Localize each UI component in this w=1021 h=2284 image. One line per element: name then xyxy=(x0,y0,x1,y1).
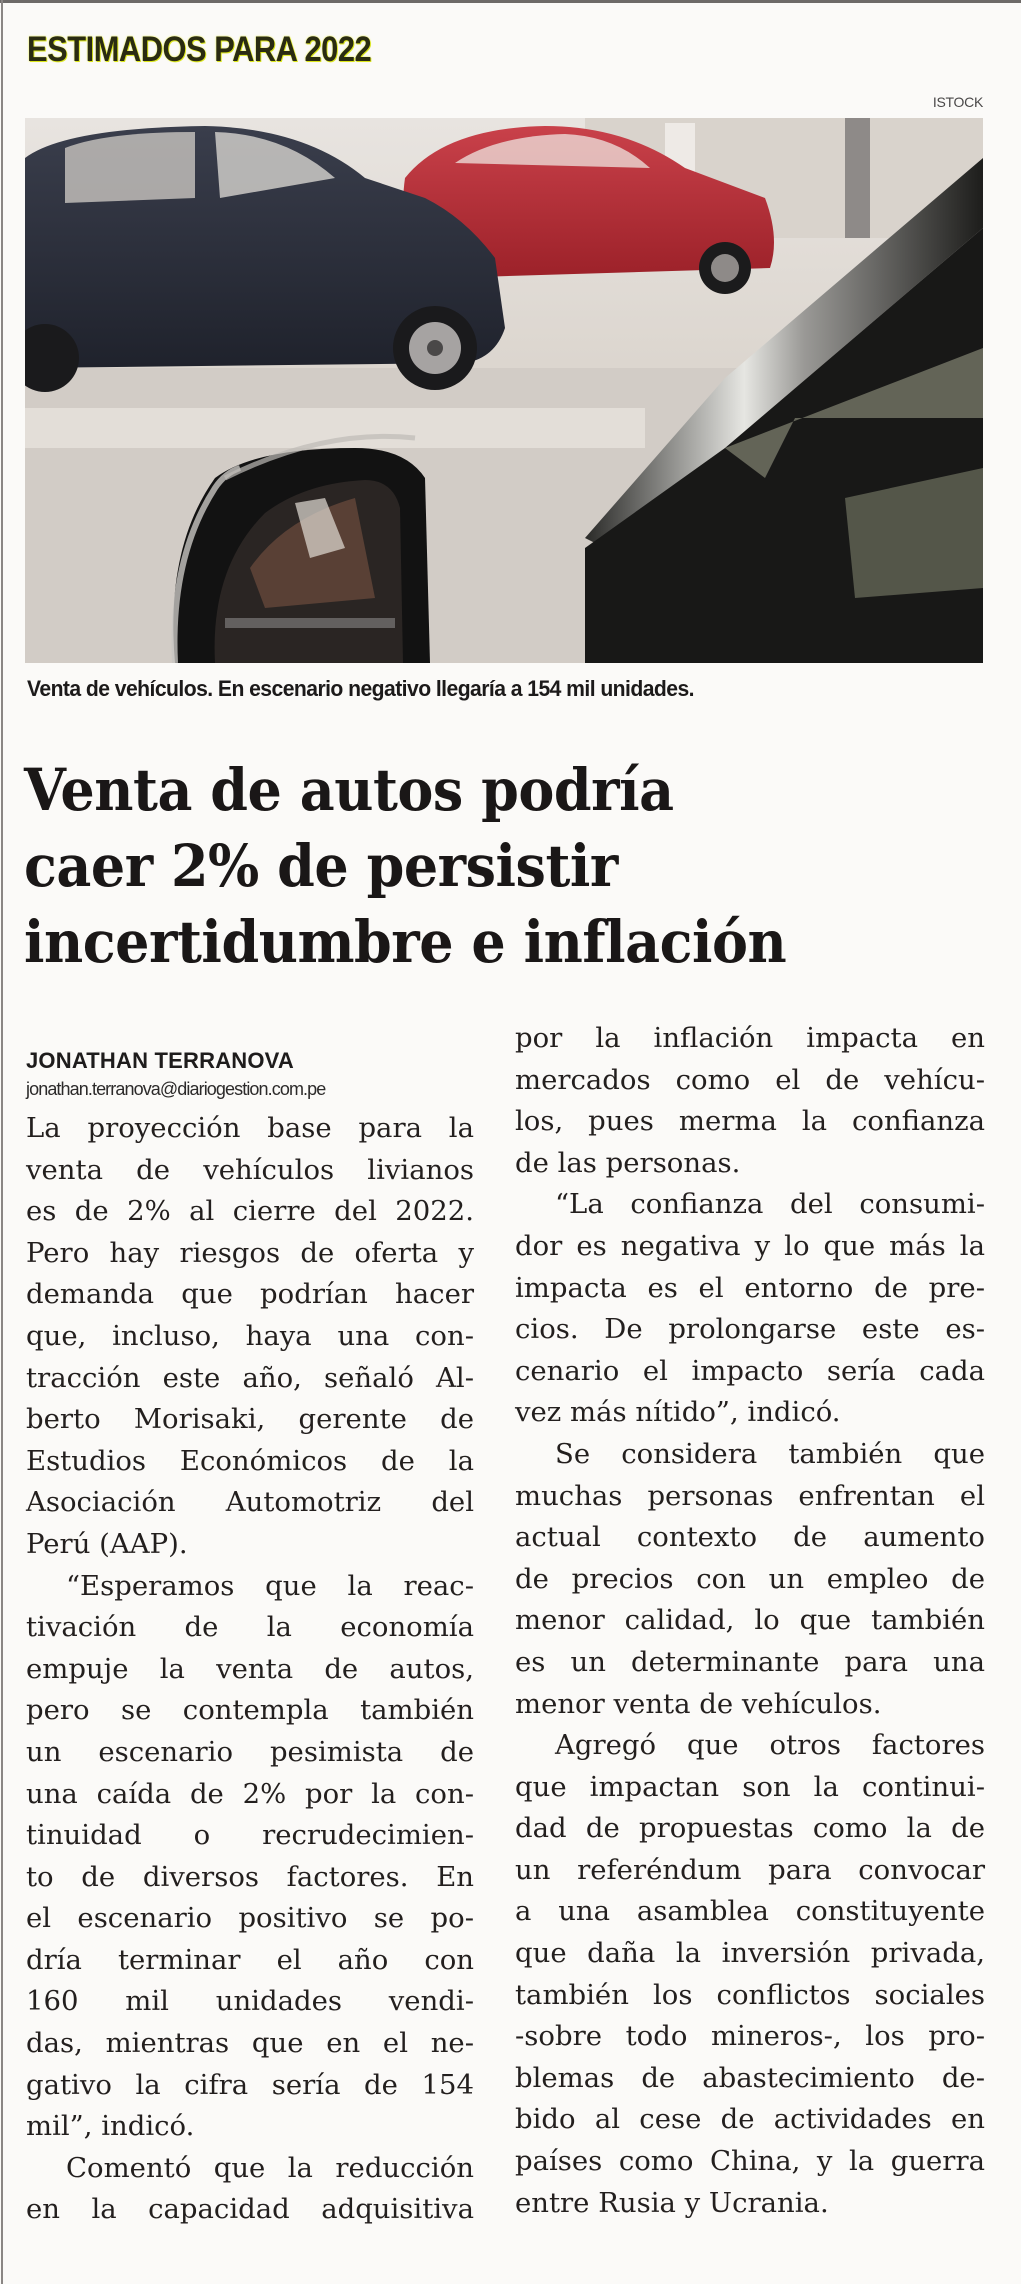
body-line: actual contexto de aumento xyxy=(515,1521,985,1554)
body-line: Se considera también que xyxy=(555,1437,985,1470)
top-rule xyxy=(0,0,1021,3)
left-rule xyxy=(1,0,3,2284)
photo-credit: ISTOCK xyxy=(932,94,983,110)
body-line: tinuidad o recrudecimien- xyxy=(26,1819,474,1852)
body-line: bido al cese de actividades en xyxy=(515,2103,985,2136)
body-line: Pero hay riesgos de oferta y xyxy=(26,1236,474,1269)
body-line: también los conflictos sociales xyxy=(515,1978,985,2011)
body-line: por la inflación impacta en xyxy=(515,1022,985,1054)
photo-caption: Venta de vehículos. En escenario negativo llegaría a 154 mil unidades. xyxy=(27,676,694,701)
body-line: de las personas. xyxy=(515,1146,741,1179)
body-line: -sobre todo mineros-, los pro- xyxy=(515,2020,985,2053)
body-line: es de 2% al cierre del 2022. xyxy=(26,1195,474,1228)
body-line: “Esperamos que la reac- xyxy=(66,1569,474,1602)
section-kicker: ESTIMADOS PARA 2022 xyxy=(27,30,372,69)
article-column-left xyxy=(26,1046,474,2231)
body-line: demanda que podrían hacer xyxy=(26,1278,474,1311)
headline xyxy=(24,752,1004,980)
body-line: el escenario positivo se po- xyxy=(26,1902,474,1935)
body-line: Perú (AAP). xyxy=(26,1527,188,1560)
body-line: das, mientras que en el ne- xyxy=(26,2027,474,2060)
body-line: entre Rusia y Ucrania. xyxy=(515,2186,829,2219)
body-line: a una asamblea constituyente xyxy=(515,1895,985,1928)
body-line: pero se contempla también xyxy=(26,1694,474,1727)
body-line: de precios con un empleo de xyxy=(515,1562,985,1595)
body-line: menor venta de vehículos. xyxy=(515,1687,882,1720)
body-line: muchas personas enfrentan el xyxy=(515,1479,985,1512)
body-line: 160 mil unidades vendi- xyxy=(26,1985,474,2018)
body-line: dría terminar el año con xyxy=(26,1943,474,1976)
body-line: Comentó que la reducción xyxy=(66,2151,474,2184)
body-line: menor calidad, lo que también xyxy=(515,1604,985,1637)
body-line: una caída de 2% por la con- xyxy=(26,1777,474,1810)
body-line: blemas de abastecimiento de- xyxy=(515,2061,985,2094)
body-line: Estudios Económicos de la xyxy=(26,1444,474,1477)
body-line: Asociación Automotriz del xyxy=(26,1486,474,1519)
body-line: cios. De prolongarse este es- xyxy=(515,1313,985,1346)
car-showroom-illustration xyxy=(25,118,983,663)
headline-line: Venta de autos podría xyxy=(24,756,674,824)
body-line: vez más nítido”, indicó. xyxy=(515,1396,841,1429)
headline-line: incertidumbre e inflación xyxy=(24,908,787,976)
author-name: JONATHAN TERRANOVA xyxy=(26,1048,295,1073)
body-line: tracción este año, señaló Al- xyxy=(26,1361,474,1394)
body-line: cenario el impacto sería cada xyxy=(515,1354,985,1387)
body-line: que daña la inversión privada, xyxy=(515,1937,985,1970)
body-line: La proyección base para la xyxy=(26,1112,474,1144)
body-line: mil”, indicó. xyxy=(26,2110,195,2143)
body-line: en la capacidad adquisitiva xyxy=(26,2193,474,2226)
body-line: Agregó que otros factores xyxy=(555,1729,985,1762)
author-email[interactable]: jonathan.terranova@diariogestion.com.pe xyxy=(26,1079,326,1099)
body-line: un escenario pesimista de xyxy=(26,1735,474,1768)
body-line: venta de vehículos livianos xyxy=(26,1153,474,1186)
body-line: dor es negativa y lo que más la xyxy=(515,1229,985,1262)
body-line: tivación de la economía xyxy=(26,1611,474,1644)
body-line: un referéndum para convocar xyxy=(515,1853,985,1886)
body-line: empuje la venta de autos, xyxy=(26,1652,474,1685)
body-line: que, incluso, haya una con- xyxy=(26,1319,474,1352)
body-line: to de diversos factores. En xyxy=(26,1860,474,1893)
body-line: los, pues merma la confianza xyxy=(515,1105,985,1138)
body-line: berto Morisaki, gerente de xyxy=(26,1403,474,1436)
body-line: dad de propuestas como la de xyxy=(515,1812,985,1845)
body-line: es un determinante para una xyxy=(515,1645,985,1678)
body-line: países como China, y la guerra xyxy=(515,2145,985,2178)
body-line: gativo la cifra sería de 154 xyxy=(26,2068,474,2101)
body-line: “La confianza del consumi- xyxy=(555,1188,985,1221)
body-line: que impactan son la continui- xyxy=(515,1770,985,1803)
article-column-right xyxy=(515,1018,985,2224)
body-line: mercados como el de vehícu- xyxy=(515,1063,985,1096)
headline-line: caer 2% de persistir xyxy=(24,832,618,900)
article-photo xyxy=(25,118,983,663)
body-line: impacta es el entorno de pre- xyxy=(515,1271,985,1304)
